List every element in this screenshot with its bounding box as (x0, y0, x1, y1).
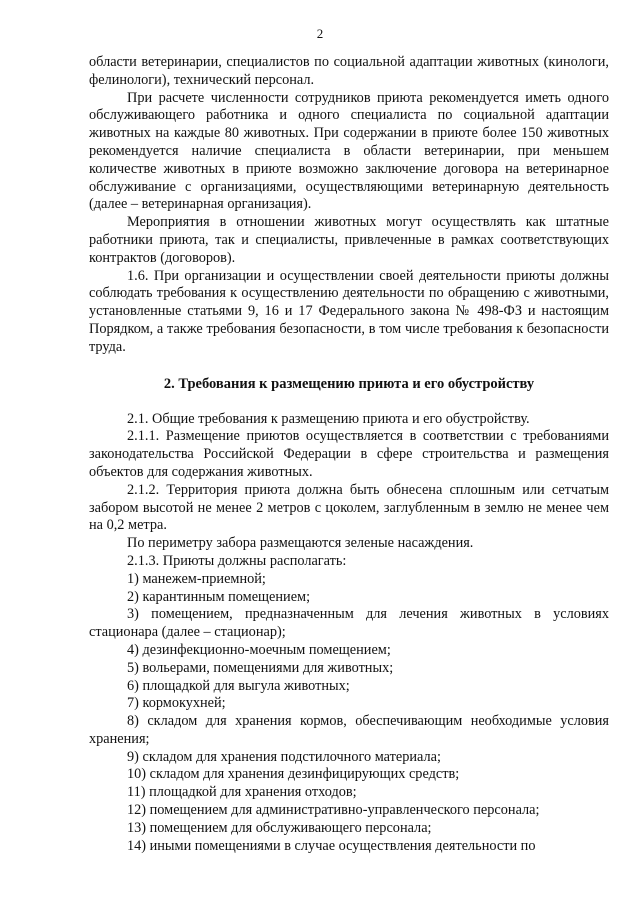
list-item: 13) помещением для обслуживающего персонала; (127, 819, 432, 836)
list-item: 11) площадкой для хранения отходов; (127, 784, 357, 801)
paragraph-2-1-2: 2.1.2. Территория приюта должна быть обнесена сплошным или сетчатым забором высотой не менее 2 метров с цоколем, заглубленным в землю не менее чем на 0,2 метра. (89, 481, 609, 534)
page-number: 2 (316, 26, 324, 41)
list-item: 4) дезинфекционно-моечным помещением; (127, 641, 391, 658)
list-item: 12) помещением для административно-управленческого персонала; (127, 802, 540, 819)
list-item: 3) помещением, предназначенным для лечения животных в условиях стационара (далее – стационар); (89, 606, 609, 641)
paragraph-continuation: области ветеринарии, специалистов по социальной адаптации животных (кинологи, фелинологи), технический персонал. (89, 54, 609, 88)
section-heading: 2. Требования к размещению приюта и его обустройству (163, 375, 535, 392)
list-item: 5) вольерами, помещениями для животных; (127, 659, 394, 676)
document-body (89, 54, 609, 855)
list-item: 1) манежем-приемной; (127, 570, 266, 587)
paragraph-2-1-3: 2.1.3. Приюты должны располагать: (127, 552, 347, 569)
paragraph-staffing: При расчете численности сотрудников приюта рекомендуется иметь одного обслуживающего работника и одного специалиста по социальной адаптации животных на каждые 80 животных. При содержании в приюте более 150 животных рекомендуется наличие специалиста в области ветеринарии, при меньшем количестве животных в приюте возможно заключение договора на ветеринарное обслуживание с организациями, осуществляющими ветеринарную деятельность (далее – ветеринарная организация). (89, 89, 609, 213)
list-item: 8) складом для хранения кормов, обеспечивающим необходимые условия хранения; (89, 713, 609, 747)
paragraph-2-1-1: 2.1.1. Размещение приютов осуществляется в соответствии с требованиями законодательства Российской Федерации в сфере строительства и размещения объектов для содержания животных. (89, 428, 609, 480)
list-item: 7) кормокухней; (127, 695, 226, 712)
paragraph-green-plantings: По периметру забора размещаются зеленые насаждения. (127, 535, 474, 552)
list-item: 9) складом для хранения подстилочного материала; (127, 748, 441, 765)
list-item: 2) карантинным помещением; (127, 588, 311, 605)
paragraph-activities: Мероприятия в отношении животных могут осуществлять как штатные работники приюта, так и специалисты, привлеченные в рамках соответствующих контрактов (договоров). (89, 214, 609, 266)
list-item: 10) складом для хранения дезинфицирующих средств; (127, 766, 460, 783)
list-item: 6) площадкой для выгула животных; (127, 677, 350, 694)
paragraph-2-1: 2.1. Общие требования к размещению приюта и его обустройству. (127, 410, 530, 427)
paragraph-1-6: 1.6. При организации и осуществлении своей деятельности приюты должны соблюдать требования к осуществлению деятельности по обращению с животными, установленные статьями 9, 16 и 17 Федерального закона № 498-ФЗ и настоящим Порядком, а также требования безопасности, в том числе требования к безопасности труда. (89, 267, 609, 355)
list-item: 14) иными помещениями в случае осуществления деятельности по (127, 837, 536, 854)
